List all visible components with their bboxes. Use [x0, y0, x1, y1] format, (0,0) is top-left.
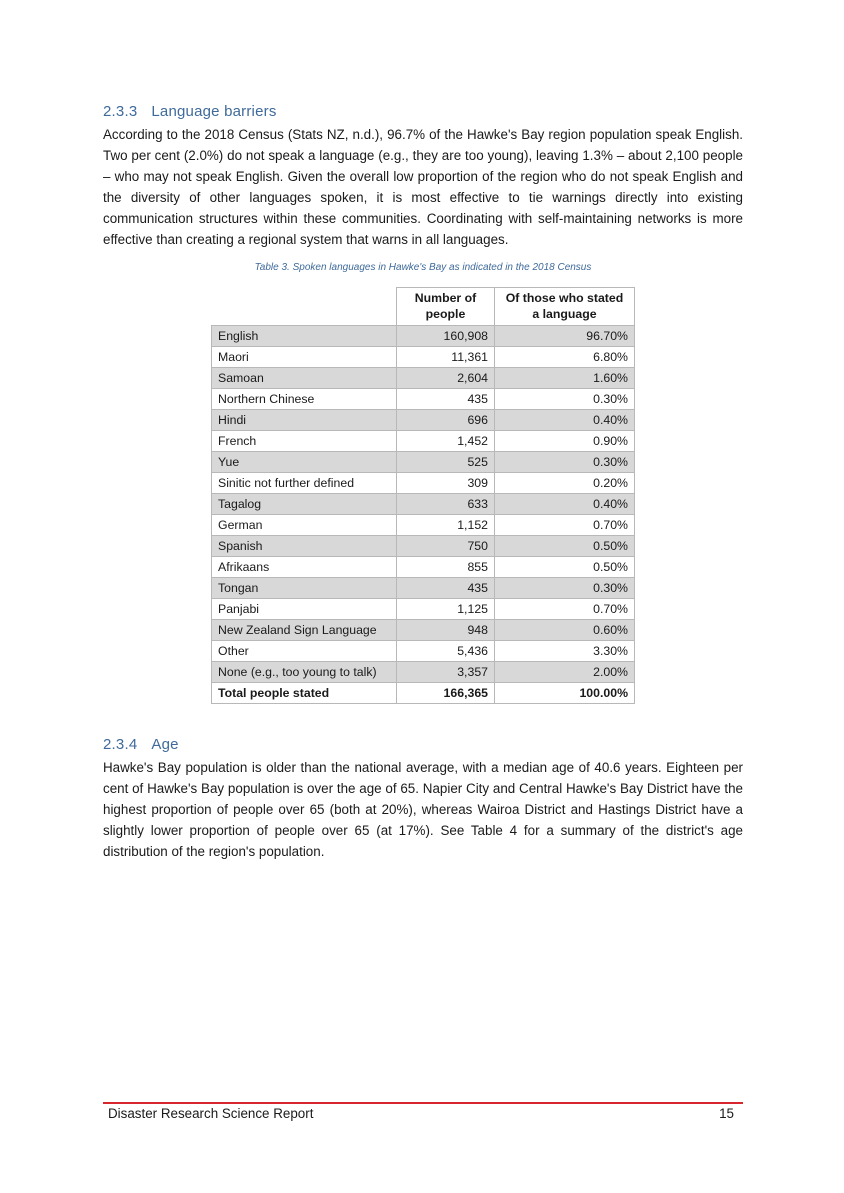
- cell-percent: 2.00%: [495, 662, 635, 683]
- section-heading-language-barriers: [103, 103, 277, 120]
- cell-language: Hindi: [212, 410, 397, 431]
- total-percent: 100.00%: [495, 683, 635, 704]
- cell-language: Yue: [212, 452, 397, 473]
- cell-language: Maori: [212, 347, 397, 368]
- cell-people: 1,452: [397, 431, 495, 452]
- table-row: [212, 515, 635, 536]
- cell-language: English: [212, 326, 397, 347]
- cell-language: New Zealand Sign Language: [212, 620, 397, 641]
- table-row: [212, 389, 635, 410]
- header-number-of-people: Number of people: [397, 288, 495, 326]
- cell-percent: 0.30%: [495, 389, 635, 410]
- table-row: [212, 431, 635, 452]
- cell-percent: 0.20%: [495, 473, 635, 494]
- table-row: [212, 368, 635, 389]
- cell-percent: 0.50%: [495, 536, 635, 557]
- cell-people: 750: [397, 536, 495, 557]
- cell-people: 696: [397, 410, 495, 431]
- header-blank-cell: [212, 288, 397, 326]
- cell-people: 435: [397, 389, 495, 410]
- cell-percent: 0.60%: [495, 620, 635, 641]
- section-number: 2.3.3: [103, 103, 138, 120]
- cell-people: 855: [397, 557, 495, 578]
- cell-percent: 0.70%: [495, 599, 635, 620]
- table-body: [212, 326, 635, 704]
- cell-language: None (e.g., too young to talk): [212, 662, 397, 683]
- total-people: 166,365: [397, 683, 495, 704]
- cell-percent: 3.30%: [495, 641, 635, 662]
- cell-percent: 0.30%: [495, 578, 635, 599]
- cell-people: 948: [397, 620, 495, 641]
- table-row: [212, 410, 635, 431]
- cell-percent: 0.40%: [495, 494, 635, 515]
- section-title: Age: [151, 736, 179, 753]
- cell-percent: 0.70%: [495, 515, 635, 536]
- cell-language: Northern Chinese: [212, 389, 397, 410]
- table-row: [212, 599, 635, 620]
- cell-people: 435: [397, 578, 495, 599]
- cell-people: 1,125: [397, 599, 495, 620]
- table-row: [212, 452, 635, 473]
- cell-percent: 96.70%: [495, 326, 635, 347]
- age-paragraph: Hawke's Bay population is older than the national average, with a median age of 40.6 years. Eighteen per cent of Hawke's Bay population is over the age of 65. Napier City and Central Hawke's Bay District have the highest proportion of people over 65 (both at 20%), whereas Wairoa District and Hastings District have a slightly lower proportion of people over 65 (at 17%). See Table 4 for a summary of the district's age distribution of the region's population.: [103, 760, 743, 859]
- cell-people: 309: [397, 473, 495, 494]
- header-percent-stated: Of those who stated a language: [495, 288, 635, 326]
- footer-rule: [103, 1102, 743, 1104]
- table-row: [212, 557, 635, 578]
- cell-language: Tagalog: [212, 494, 397, 515]
- total-label: Total people stated: [212, 683, 397, 704]
- table-row: [212, 347, 635, 368]
- section-title: Language barriers: [151, 103, 277, 120]
- table-header-row: [212, 288, 635, 326]
- cell-language: Tongan: [212, 578, 397, 599]
- table-row: [212, 641, 635, 662]
- table-row: [212, 620, 635, 641]
- cell-percent: 0.90%: [495, 431, 635, 452]
- cell-people: 1,152: [397, 515, 495, 536]
- cell-language: Sinitic not further defined: [212, 473, 397, 494]
- table-row: [212, 578, 635, 599]
- cell-people: 3,357: [397, 662, 495, 683]
- section-heading-age: [103, 736, 179, 753]
- cell-people: 160,908: [397, 326, 495, 347]
- table-row: [212, 662, 635, 683]
- cell-percent: 0.50%: [495, 557, 635, 578]
- cell-language: Afrikaans: [212, 557, 397, 578]
- cell-people: 2,604: [397, 368, 495, 389]
- language-barriers-paragraph: According to the 2018 Census (Stats NZ, n.d.), 96.7% of the Hawke's Bay region population speak English. Two per cent (2.0%) do not speak a language (e.g., they are too young), leaving 1.3% – about 2,100 people – who may not speak English. Given the overall low proportion of the region who do not speak English and the diversity of other languages spoken, it is most effective to tie warnings directly into existing communication structures within these communities. Coordinating with self-maintaining networks is more effective than creating a regional system that warns in all languages.: [103, 127, 743, 247]
- footer-page-number: 15: [719, 1106, 734, 1121]
- cell-people: 5,436: [397, 641, 495, 662]
- cell-language: Panjabi: [212, 599, 397, 620]
- cell-language: Other: [212, 641, 397, 662]
- table-row: [212, 494, 635, 515]
- cell-language: Spanish: [212, 536, 397, 557]
- table-caption: Table 3. Spoken languages in Hawke's Bay as indicated in the 2018 Census: [254, 262, 592, 273]
- cell-percent: 1.60%: [495, 368, 635, 389]
- table-total-row: [212, 683, 635, 704]
- table-row: [212, 536, 635, 557]
- languages-table: [211, 287, 635, 704]
- cell-percent: 6.80%: [495, 347, 635, 368]
- cell-people: 525: [397, 452, 495, 473]
- cell-language: German: [212, 515, 397, 536]
- cell-people: 633: [397, 494, 495, 515]
- cell-people: 11,361: [397, 347, 495, 368]
- table-row: [212, 473, 635, 494]
- cell-language: French: [212, 431, 397, 452]
- cell-percent: 0.30%: [495, 452, 635, 473]
- section-number: 2.3.4: [103, 736, 138, 753]
- footer-report-title: Disaster Research Science Report: [108, 1106, 314, 1121]
- table-row: [212, 326, 635, 347]
- cell-percent: 0.40%: [495, 410, 635, 431]
- cell-language: Samoan: [212, 368, 397, 389]
